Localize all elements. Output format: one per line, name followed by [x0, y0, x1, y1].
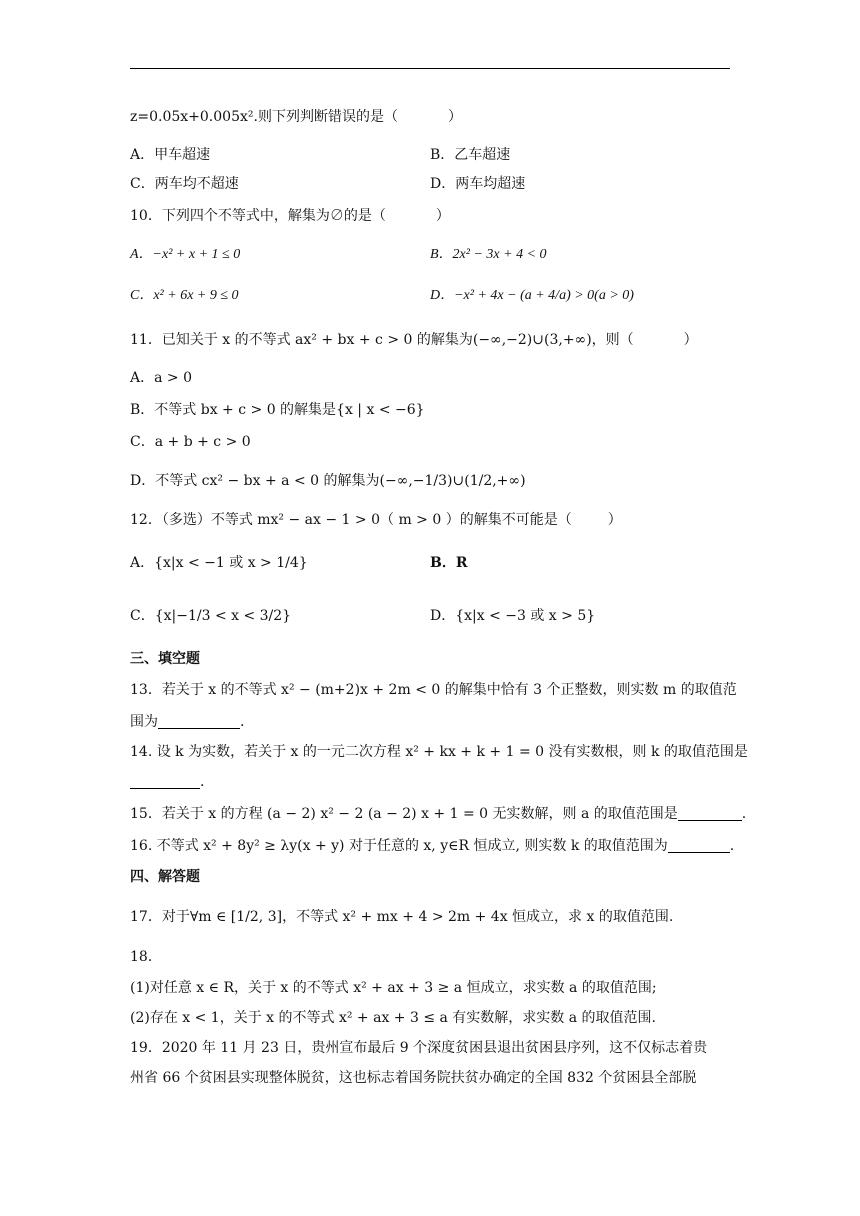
q12-option-c: C．{x|−1/3 < x < 3/2}	[130, 608, 292, 624]
q18-part1: (1)对任意 x ∈ R，关于 x 的不等式 x² + ax + 3 ≥ a 恒成立，求实数 a 的取值范围;	[130, 980, 657, 996]
q9-option-b: B．乙车超速	[430, 147, 511, 163]
q15-line: 15．若关于 x 的方程 (a − 2) x² − 2 (a − 2) x + 1 = 0 无实数解，则 a 的取值范围是 .	[130, 806, 747, 822]
q11-option-a: A．a > 0	[130, 370, 192, 386]
q17-line: 17．对于∀m ∈ [1/2, 3]，不等式 x² + mx + 4 > 2m + 4x 恒成立，求 x 的取值范围.	[130, 909, 674, 925]
q13-line2: 围为 .	[130, 714, 245, 730]
q14-answer-blank[interactable]	[130, 774, 200, 789]
section-solution-heading: 四、解答题	[130, 869, 200, 885]
q13-answer-blank[interactable]	[158, 714, 240, 729]
q13-line1: 13．若关于 x 的不等式 x² − (m+2)x + 2m < 0 的解集中恰有 3 个正整数，则实数 m 的取值范	[130, 682, 737, 698]
q11-option-c: C．a + b + c > 0	[130, 434, 251, 450]
q11-stem: 11．已知关于 x 的不等式 ax² + bx + c > 0 的解集为(−∞,−2)∪(3,+∞)，则（ ）	[130, 332, 698, 348]
q10-option-a: A．−x² + x + 1 ≤ 0	[130, 247, 241, 262]
q19-line2: 州省 66 个贫困县实现整体脱贫，这也标志着国务院扶贫办确定的全国 832 个贫困县全部脱	[130, 1070, 697, 1086]
q12-option-b: B．R	[430, 555, 468, 571]
q9-stem: z=0.05x+0.005x².则下列判断错误的是（ ）	[130, 109, 462, 125]
q12-option-a: A．{x|x < −1 或 x > 1/4}	[130, 555, 308, 571]
q9-option-d: D．两车均超速	[430, 176, 526, 192]
q18-number: 18．	[130, 949, 162, 965]
q16-line: 16. 不等式 x² + 8y² ≥ λy(x + y) 对于任意的 x, y∈R 恒成立, 则实数 k 的取值范围为 .	[130, 838, 735, 854]
q10-option-d: D．−x² + 4x − (a + 4/a) > 0(a > 0)	[430, 288, 634, 303]
q11-option-b: B．不等式 bx + c > 0 的解集是{x | x < −6}	[130, 402, 425, 418]
q9-option-c: C．两车均不超速	[130, 176, 239, 192]
q14-line1: 14. 设 k 为实数，若关于 x 的一元二次方程 x² + kx + k + 1 = 0 没有实数根，则 k 的取值范围是	[130, 744, 748, 760]
q11-option-d: D．不等式 cx² − bx + a < 0 的解集为(−∞,−1/3)∪(1/2,+∞)	[130, 473, 526, 489]
q14-line2: .	[130, 773, 740, 791]
q18-part2: (2)存在 x < 1，关于 x 的不等式 x² + ax + 3 ≤ a 有实数解，求实数 a 的取值范围.	[130, 1010, 657, 1026]
header-rule	[130, 68, 730, 69]
q10-stem: 10．下列四个不等式中，解集为∅的是（ ）	[130, 208, 450, 224]
q12-stem: 12．（多选）不等式 mx² − ax − 1 > 0（ m > 0 ）的解集不可能是（ ）	[130, 512, 622, 528]
section-fill-in-heading: 三、填空题	[130, 651, 200, 667]
q10-option-c: C．x² + 6x + 9 ≤ 0	[130, 288, 239, 303]
q19-line1: 19．2020 年 11 月 23 日，贵州宣布最后 9 个深度贫困县退出贫困县序列，这不仅标志着贵	[130, 1040, 708, 1056]
q12-option-d: D．{x|x < −3 或 x > 5}	[430, 608, 596, 624]
q16-answer-blank[interactable]	[668, 838, 730, 853]
q15-answer-blank[interactable]	[678, 806, 742, 821]
q10-option-b: B．2x² − 3x + 4 < 0	[430, 247, 547, 262]
q9-option-a: A．甲车超速	[130, 147, 211, 163]
